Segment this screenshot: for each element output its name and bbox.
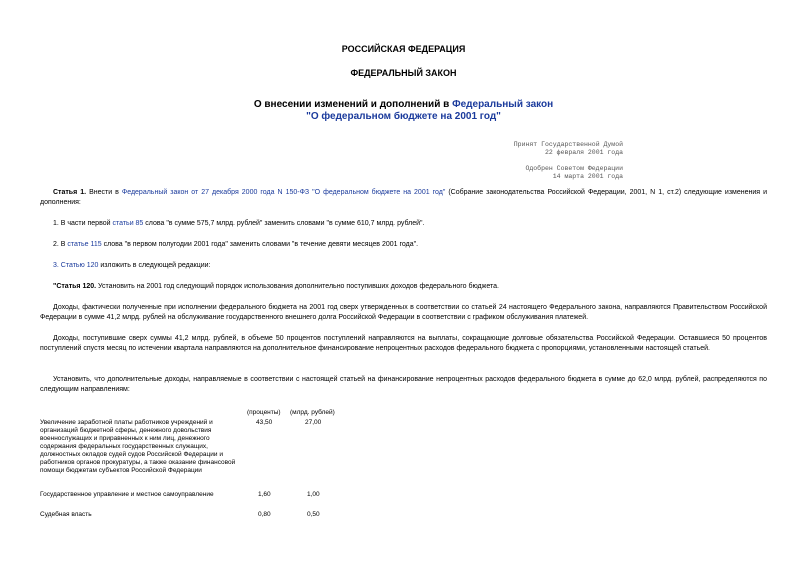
table-row-1-amount: 27,00 — [305, 419, 322, 426]
table-row-3-label: Судебная власть — [40, 511, 92, 518]
article-120-text: Установить на 2001 год следующий порядок использования дополнительно поступивших доходов федерального бюджета. — [96, 283, 499, 290]
paragraph-2: Доходы, поступившие сверх суммы 41,2 млрд. рублей, в объеме 50 процентов поступлений направляются на выплаты, сокращающие долговые обязательства Российской Федерации. Оставшиеся 50 процентов поступлений спустя месяц по истечении квартала направляются на дополнительное финансирование непроцентных расходов федерального бюджета с пропорциями, установленными настоящей статьей. — [40, 335, 767, 352]
adoption-block — [514, 141, 623, 181]
article-120 — [40, 282, 767, 292]
document-title — [0, 99, 807, 123]
article-1-label: Статья 1. — [53, 189, 87, 196]
item-1-link[interactable]: статьи 85 — [112, 220, 144, 227]
item-1 — [40, 219, 767, 229]
header-country: РОССИЙСКАЯ ФЕДЕРАЦИЯ — [341, 44, 466, 54]
item-2-pre: 2. В — [53, 241, 68, 248]
paragraph-3: Установить, что дополнительные доходы, направляемые в соответствии с настоящей статьей на финансирование непроцентных расходов федерального бюджета в сумме до 62,0 млрд. рублей, распределяются по следующим направлениям: — [40, 376, 767, 393]
title-law-link[interactable]: Федеральный закон — [452, 99, 554, 110]
item-1-pre: 1. В части первой — [53, 220, 113, 227]
item-3-link[interactable]: 3. Статью 120 — [53, 262, 99, 269]
item-2-link[interactable]: статье 115 — [67, 241, 102, 248]
adoption-duma: Принят Государственной Думой — [513, 141, 623, 148]
article-1 — [40, 188, 767, 208]
adoption-council-date: 14 марта 2001 года — [552, 173, 623, 180]
adoption-duma-date: 22 февраля 2001 года — [544, 149, 623, 156]
item-3-post: изложить в следующей редакции: — [98, 262, 211, 269]
item-2-post: слова "в первом полугодии 2001 года" заменить словами "в течение девяти месяцев 2001 года". — [101, 241, 419, 248]
article-120-label: "Статья 120. — [53, 283, 97, 290]
table-row-1-percent: 43,50 — [256, 419, 273, 426]
header-doc-type: ФЕДЕРАЛЬНЫЙ ЗАКОН — [350, 68, 457, 78]
table-row-2-label: Государственное управление и местное самоуправление — [40, 491, 214, 498]
paragraph-1: Доходы, фактически полученные при исполнении федерального бюджета на 2001 год сверх утвержденных в соответствии со статьей 24 настоящего Федерального закона, направляются Правительством Российской Федерации в сумме 41,2 млрд. рублей на обслуживание государственного внешнего долга Российской Федерации в соответствии с графиком обслуживания платежей. — [40, 304, 767, 321]
table-row-2-percent: 1,60 — [258, 491, 271, 498]
table-row-1-label: Увеличение заработной платы работников учреждений и организаций бюджетной сферы, денежного довольствия военнослужащих и приравненных к ним лиц, денежного содержания федеральных государственных служащих, должностных окладов судей судов Российской Федерации и работников органов прокуратуры, а также оказание финансовой помощи бюджетам субъектов Российской Федерации — [40, 419, 236, 474]
item-3 — [40, 261, 767, 271]
table-header-percent: (проценты) — [247, 409, 281, 416]
title-text: О внесении изменений и дополнений в — [253, 99, 453, 110]
article-1-text-end: (Собрание законодательства Российской Федерации, 2001, N 1, ст.2) следующие изменения и дополнения: — [40, 189, 767, 206]
article-1-law-link[interactable]: Федеральный закон от 27 декабря 2000 года N 150-ФЗ "О федеральном бюджете на 2001 год" — [121, 189, 446, 196]
table-row-2-amount: 1,00 — [307, 491, 320, 498]
adoption-council: Одобрен Советом Федерации — [525, 165, 623, 172]
article-1-text: Внести в — [86, 189, 122, 196]
item-1-post: слова "в сумме 575,7 млрд. рублей" заменить словами "в сумме 610,7 млрд. рублей". — [143, 220, 425, 227]
title-line2[interactable]: "О федеральном бюджете на 2001 год" — [306, 111, 501, 122]
table-header-amount: (млрд. рублей) — [290, 409, 335, 416]
item-2 — [40, 240, 767, 250]
table-row-3-amount: 0,50 — [307, 511, 320, 518]
table-row-3-percent: 0,80 — [258, 511, 271, 518]
